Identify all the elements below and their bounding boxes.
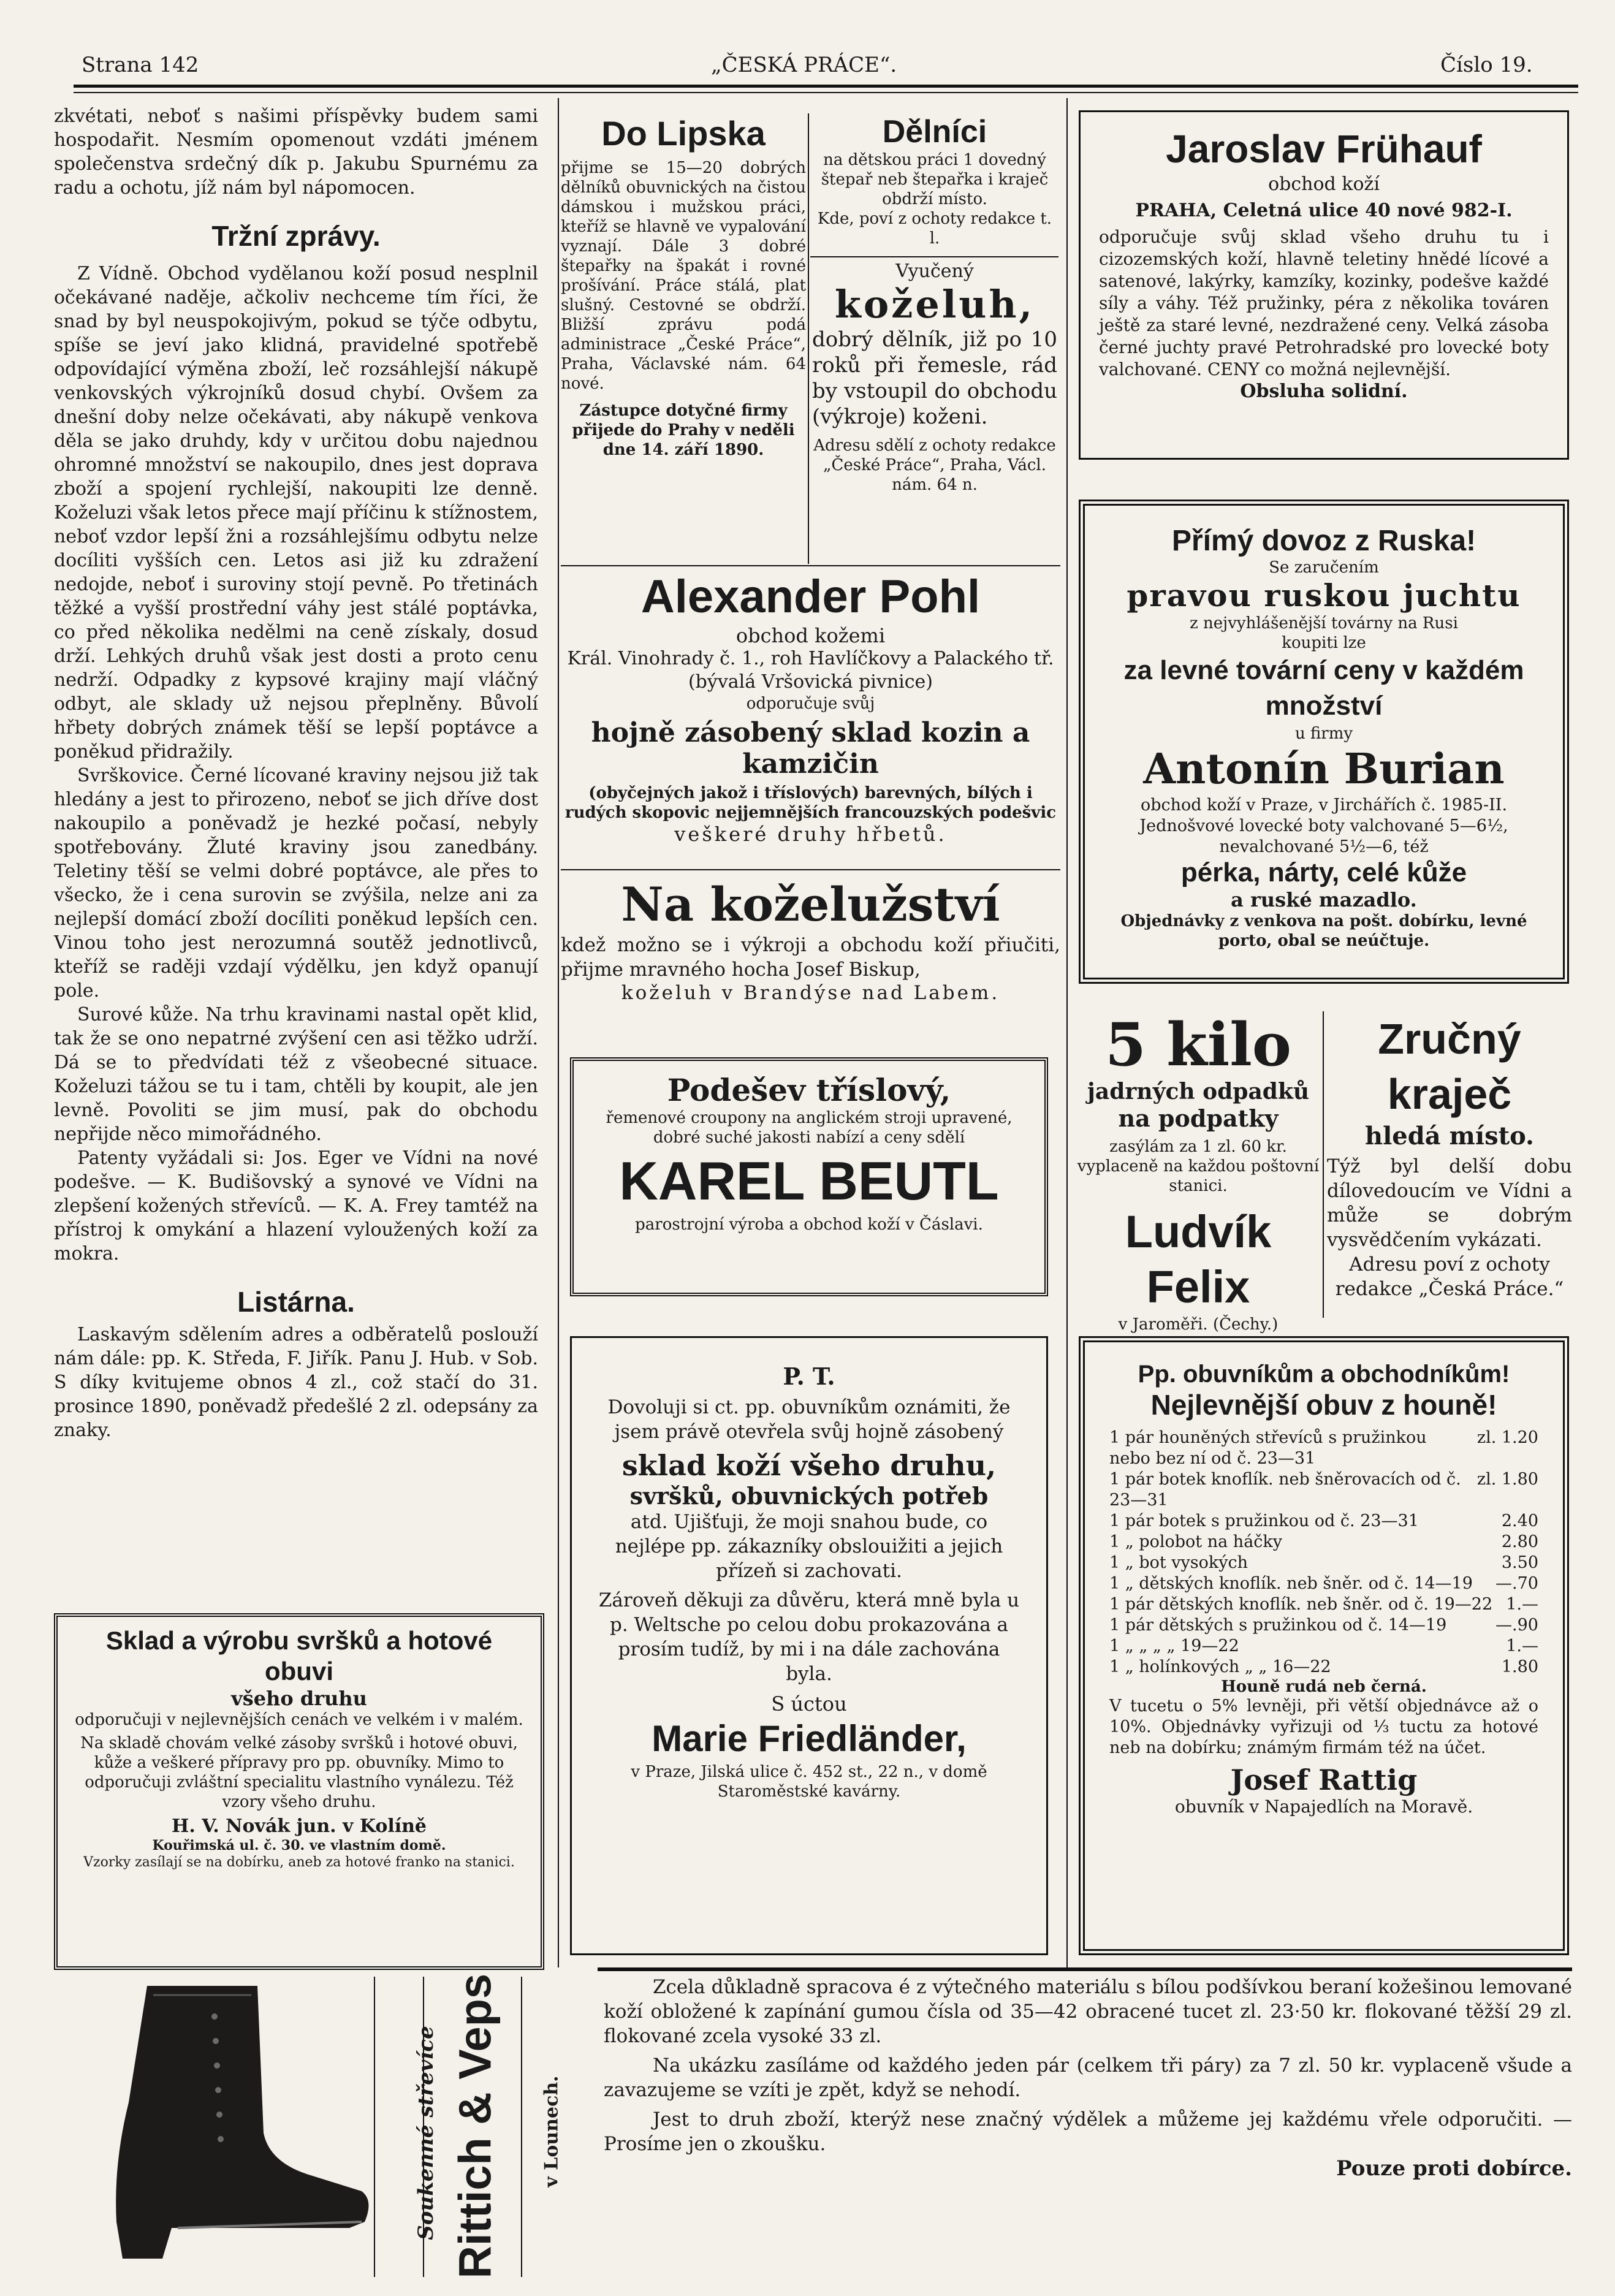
market-vienna: Z Vídně. Obchod vydělanou koží posud nesplnil očekávané naděje, ačkoliv nechceme tím říci, že snad by byl neuspokojivým, pokud se týče odbytu, spíše se jeví jako klidná, pravidelné spotřebě odpovídající výměna zboží, leč rozsáhlejší nákupě venkovských výkrojníků dosud chybí. Ovšem za dnešní doby nelze očekávati, aby nákupě venkova děla se jako druhdy, kdy v určitou dobu najednou ohromné množství se nakoupilo, dnes jest doprava zboží a spojení rychlejší, nakoupiti lze denně. Koželuzi však letos přece mají příčinu k stížnostem, neboť vzdor lepší žni a rozsáhlejšímu odbytu nelze docíliti vyšších cen. Letos asi již ku zdražení nedojde, neboť i suroviny stojí pevně. Po třetinách těžké a vyšší prostřední váhy jest stálé poptávka, co před několika nedělmi na ceně získaly, dosud drží. Lehkých druhů však jest dosti a proto cenu nedrží. Odpadky z kypsové krajiny mají vláčný odbyt, ale sklady už nejsou přeplněny. Bůvolí hřbety dobrých známek těší se lepší poptávce a poněkud přidražily. [54,263,538,762]
intro-paragraph: zkvétati, neboť s našimi příspěvky budem sami hospodařit. Nesmím opomenout vzdáti jménem společenstva srdečný dík p. Jakubu Spurnému za radu a ochotu, jíž nám byl nápomocen. [54,105,538,199]
ad-fruhauf [1079,110,1569,460]
price-row-price: —.90 [1495,1616,1538,1635]
price-row-label: 1 „ „ „ „ 19—22 [1109,1636,1239,1655]
market-raw-hides: Surové kůže. Na trhu kravinami nastal opět klid, tak že se ono nepatrné zvýšení cen asi těžko udrží. Dá se to předvídati též z všeobecné situace. Koželuzi tážou se tu i tam, chtěli by koupit, ale jen levně. Povoliti se jim musí, pak do obchodu nepřijde něco mimořádného. [54,1004,538,1145]
burian-line5: za levné tovární ceny v každém množství [1123,655,1524,721]
fruhauf-address: PRAHA, Celetná ulice 40 nové 982-I. [1135,200,1513,221]
divider [1323,1011,1324,1318]
rittich-slogan: Soukenné střevíce [414,2026,438,2240]
biskup-footer: koželuh v Brandýse nad Labem. [621,982,1000,1004]
ad-felix [1076,1011,1321,1334]
rittich-name: Rittich & Veps [449,1973,501,2279]
novak-footer: Vzorky zasílají se na dobírku, aneb za hotové franko na stanici. [83,1855,515,1870]
pohl-line4: veškeré druhy hřbetů. [674,823,947,846]
kozeluh-title: koželuh, [834,282,1035,327]
pohl-line1: odporučuje svůj [746,694,875,713]
delnici-title: Dělníci [882,114,987,150]
ad-pohl [561,570,1060,846]
friedlander-address: v Praze, Jilská ulice č. 452 st., 22 n., v domě Staroměstské kavárny. [631,1763,987,1801]
price-row-label: 1 „ polobot na háčky [1109,1532,1283,1551]
price-list [1109,1427,1538,1678]
ad-burian [1079,500,1569,984]
lipska-body: přijme se 15—20 dobrých dělníků obuvnických na čistou dámskou i mužskou práci, kteříž se hlavně ve vypalování vyznají. Dále 3 dobré štepařky na špakát i rovné prošívání. Práce stálá, plat slušný. Cestovné se obdrží. Bližší zprávu podá administrace „České Práce“, Praha, Václavské nám. 64 nové. [561,159,806,393]
burian-line3: z nejvyhlášenější továrny na Rusi [1190,614,1458,633]
divider [598,1967,1572,1971]
price-row-price: zl. 1.80 [1476,1470,1538,1489]
price-row-label: 1 „ bot vysokých [1109,1553,1248,1572]
pohl-address: Král. Vinohrady č. 1., roh Havlíčkovy a Palackého tř. (bývalá Vršovická pivnice) [567,648,1054,693]
listarna-text: Laskavým sdělením adres a odběratelů poslouží nám dále: pp. K. Středa, F. Jiřík. Panu J. Hub. v Sob. S díky kvitujeme obnos 4 zl., což stačí do 31. prosince 1890, poněvadž předešlé 2 zl. odepsány za znaky. [54,1324,538,1441]
price-row-price: 1.— [1506,1636,1538,1655]
beutl-name: KAREL BEUTL [619,1150,999,1211]
price-row-label: 1 „ holínkových „ „ 16—22 [1109,1657,1331,1676]
price-row-label: 1 „ dětských knoflík. neb šněr. od č. 14—19 [1109,1574,1473,1593]
divider [810,256,1058,257]
price-row [1109,1573,1538,1594]
beutl-body: řemenové croupony na anglickém stroji upravené, dobré suché jakosti nabízí a ceny sdělí [606,1109,1013,1147]
price-row-price: —.70 [1495,1574,1538,1593]
price-row [1109,1469,1538,1511]
delnici-footer: Kde, poví z ochoty redakce t. l. [817,210,1052,248]
kozeluh-contact: Adresu sdělí z ochoty redakce „České Práce“, Praha, Václ. nám. 64 n. [813,436,1056,494]
friedlander-title: P. T. [783,1363,835,1390]
kozeluh-body: dobrý dělník, již po 10 roků při řemesle, rád by vstoupil do obchodu (výkroje) koženi. [812,327,1057,429]
krajec-footer: Adresu poví z ochoty redakce „Česká Práce.“ [1335,1253,1564,1300]
price-row-label: 1 pár botek knoflík. neb šněrovacích od č. 23—31 [1109,1470,1461,1510]
beutl-footer: parostrojní výroba a obchod koží v Čáslavi. [635,1215,983,1234]
price-row [1109,1427,1538,1469]
kozeluh-kicker: Vyučený [895,260,974,282]
felix-headline: 5 kilo [1105,1010,1291,1079]
rattig-title1: Pp. obuvníkům a obchodníkům! [1138,1361,1510,1388]
divider [423,1977,424,2277]
friedlander-line3: svršků, obuvnických potřeb [629,1482,989,1510]
header-rule [74,85,1578,88]
divider [521,1977,522,2277]
delnici-body: na dětskou práci 1 dovedný štepař neb štepařka i kraječ obdrží místo. [821,151,1049,208]
bottom-line2: Na ukázku zasíláme od každého jeden pár (celkem tři páry) za 7 zl. 50 kr. vyplaceně všude a zavazujeme se vzíti je zpět, když se nehodí. [604,2055,1572,2101]
novak-sign: H. V. Novák jun. v Kolíně [171,1815,427,1837]
pohl-sub: obchod kožemi [735,624,886,647]
fruhauf-title: Jaroslav Frühauf [1166,127,1482,171]
novak-title: Sklad a výrobu svršků a hotové obuvi [105,1626,493,1686]
listarna-title: Listárna. [237,1286,355,1318]
ad-friedlander [570,1336,1048,1955]
divider [561,869,1060,870]
friedlander-name: Marie Friedländer, [652,1718,967,1759]
biskup-body: kdež možno se i výkroji a obchodu koží přiučiti, přijme mravného hocha Josef Biskup, [561,934,1060,981]
rattig-note: Houně rudá neb černá. [1221,1678,1427,1696]
price-row-price: 2.40 [1501,1511,1538,1530]
price-row [1109,1532,1538,1553]
pohl-line3: (obyčejných jakož i tříslových) barevných, bílých i rudých skopovic nejjemnějších francouzských podešvic [564,784,1057,822]
felix-line2: na podpatky [1118,1104,1279,1132]
column-divider [1066,98,1068,1967]
ad-kozeluh [812,260,1057,495]
fruhauf-sub: obchod koží [1268,173,1380,195]
friedlander-line1: Dovoluji si ct. pp. obuvníkům oznámiti, že jsem právě otevřela svůj hojně zásobený [607,1396,1011,1443]
novak-line2: Na skladě chovám velké zásoby svršků i hotové obuvi, kůže a veškeré přípravy pro pp. obuvníky. Mimo to odporučuji zvláštní specialitu vlastního vynálezu. Též vzory všeho druhu. [80,1734,518,1811]
friedlander-line4: atd. Ujišťuji, že moji snahou bude, co nejlépe pp. zákazníky obslouižiti a jejich přízeň si zachovati. [615,1511,1003,1582]
biskup-title: Na koželužství [621,877,1000,932]
price-row [1109,1553,1538,1573]
rattig-name: Josef Rattig [1230,1763,1418,1796]
bottom-line1: Zcela důkladně spracova é z výtečného materiálu s bílou podšívkou beraní kožešinou lemované koží obložené k zapínání gumou čísla od 35—42 obracené tucet zl. 23·50 kr. flokované těžší 29 zl. flokované zcela vysoké 33 zl. [604,1976,1572,2047]
price-row [1109,1594,1538,1615]
ad-bottom [604,1975,1572,2181]
price-row [1109,1657,1538,1678]
burian-line7: obchod koží v Praze, v Jirchářích č. 1985-II. Jednošvové lovecké boty valchované 5—6½, nevalchované 5½—6, též [1139,796,1508,856]
price-row-label: 1 pár dětských knoflík. neb šněr. od č. 19—22 [1109,1595,1493,1614]
divider [374,1977,375,2277]
market-uppers: Svrškovice. Černé lícované kraviny nejsou již tak hledány a jest to přirozeno, neboť se jich dříve dost nakoupilo a poněvadž je hezké počasí, nebyly spotřebovány. Žluté kraviny jsou zanedbány. Teletiny těší se velmi dobré poptávce, ale přes to všecko, že i cena surovin se zvýšila, nelze ani za nejlepší domácí zboží docíliti poněkud lepších cen. Vinou toho jest nerozumná soutěž jednotlivců, kteříž se raději vzdají výdělku, jen když opanují pole. [54,765,538,1002]
issue-number: Číslo 19. [1440,53,1533,77]
burian-line10: Objednávky z venkova na pošt. dobírku, levné porto, obal se neúčtuje. [1120,912,1527,950]
price-row-price: 2.80 [1501,1532,1538,1551]
ad-novak [54,1613,544,1970]
burian-line9: a ruské mazadlo. [1231,888,1417,911]
novak-address: Kouřimská ul. č. 30. ve vlastním domě. [152,1838,446,1853]
pohl-line2: hojně zásobený sklad kozin a kamzičin [591,717,1030,780]
novak-sub: všeho druhu [231,1687,367,1710]
ad-beutl [570,1057,1048,1296]
boot-illustration [55,1980,374,2268]
journal-title: „ČESKÁ PRÁCE“. [711,53,897,77]
page-number: Strana 142 [82,53,199,77]
rittich-place: v Lounech. [541,2075,563,2188]
market-title: Tržní zprávy. [211,220,381,252]
friedlander-line2: sklad koží všeho druhu, [621,1449,997,1482]
felix-line3: zasýlám za 1 zl. 60 kr. vyplaceně na každou poštovní stanici. [1077,1138,1320,1195]
price-row-label: 1 pár houněných střevíců s pružinkou nebo bez ní od č. 23—31 [1109,1428,1427,1468]
price-row [1109,1615,1538,1636]
felix-name: Ludvík Felix [1125,1206,1272,1312]
burian-title: Přímý dovoz z Ruska! [1171,525,1476,557]
price-row-price: 3.50 [1501,1553,1538,1572]
krajec-title: Zručný kraječ [1378,1015,1521,1118]
price-row [1109,1636,1538,1657]
price-row-price: 1.— [1506,1595,1538,1614]
felix-line1: jadrných odpadků [1087,1079,1310,1104]
market-patents: Patenty vyžádali si: Jos. Eger ve Vídni na nové podešve. — K. Budišovský a synové ve Vídni na zlepšení kožených střevíců. — K. A. Frey tamtéž na přístroj k omykání a hlazení vyloužených koží za mokra. [54,1147,538,1264]
burian-line6: u firmy [1294,724,1353,743]
ad-lipska [561,113,806,460]
krajec-sub: hledá místo. [1365,1122,1534,1150]
pohl-name: Alexander Pohl [640,571,981,623]
fruhauf-footer: Obsluha solidní. [1240,381,1408,402]
price-row-price: zl. 1.20 [1476,1428,1538,1447]
rattig-terms: V tucetu o 5% levněji, při větší objednávce až o 10%. Objednávky vyřizuji od ⅓ tuctu za hotové neb na dobírku; známým firmám též na účet. [1109,1697,1538,1757]
burian-line1: Se zaručením [1269,558,1379,577]
burian-line4: koupiti lze [1282,634,1366,652]
felix-place: v Jaroměři. (Čechy.) [1118,1315,1279,1334]
divider [808,113,809,564]
ad-krajec [1327,1011,1572,1301]
left-column [54,104,538,1442]
burian-name: Antonín Burian [1143,745,1505,794]
rattig-address: obuvník v Napajedlích na Moravě. [1174,1796,1473,1817]
fruhauf-body: odporučuje svůj sklad všeho druhu tu i cizozemských koží, hlavně teletiny hnědé lícové a satenové, lakýrky, kamzíky, kozinky, podešve každé síly a váhy. Též pružinky, péra z několika továren ještě za staré levné, nezdražené ceny. Velká zásoba černé juchty pravé Petrohradské pro lovecké boty valchované. CENY co možná nejlevnější. [1099,227,1549,379]
price-row [1109,1511,1538,1532]
krajec-body: Týž byl delší dobu dílovedoucím ve Vídni a může se dobrým vysvědčením vykázati. [1327,1155,1572,1251]
lipska-footer: Zástupce dotyčné firmy přijede do Prahy v neděli dne 14. září 1890. [572,401,795,459]
bottom-line4: Pouze proti dobírce. [1336,2156,1572,2181]
price-row-label: 1 pár dětských s pružinkou od č. 14—19 [1109,1616,1447,1635]
ad-delnici [812,113,1057,248]
divider [561,565,1060,566]
price-row-price: 1.80 [1501,1657,1538,1676]
lipska-title: Do Lipska [601,114,766,153]
rattig-title2: Nejlevnější obuv z houně! [1150,1389,1497,1421]
header-rule-thin [74,92,1578,93]
ad-biskup [561,876,1060,1004]
bottom-line3: Jest to druh zboží, kterýž nese značný výdělek a můžeme jej každému vřele odporučiti. — Prosíme jen o zkoušku. [604,2108,1572,2155]
burian-line2: pravou ruskou juchtu [1127,577,1521,614]
column-divider [558,98,559,1967]
burian-line8: pérka, nárty, celé kůže [1180,857,1467,888]
beutl-title: Podešev tříslový, [667,1072,951,1108]
price-row-label: 1 pár botek s pružinkou od č. 23—31 [1109,1511,1419,1530]
friedlander-regards: S úctou [771,1692,847,1716]
ad-rattig [1079,1336,1569,1955]
novak-line1: odporučuji v nejlevnějších cenách ve velkém i v malém. [75,1711,523,1729]
friedlander-line5: Zároveň děkuji za důvěru, která mně byla u p. Weltsche po celou dobu prokazována a prosím tudíž, by mi i na dále zachována byla. [598,1589,1020,1685]
